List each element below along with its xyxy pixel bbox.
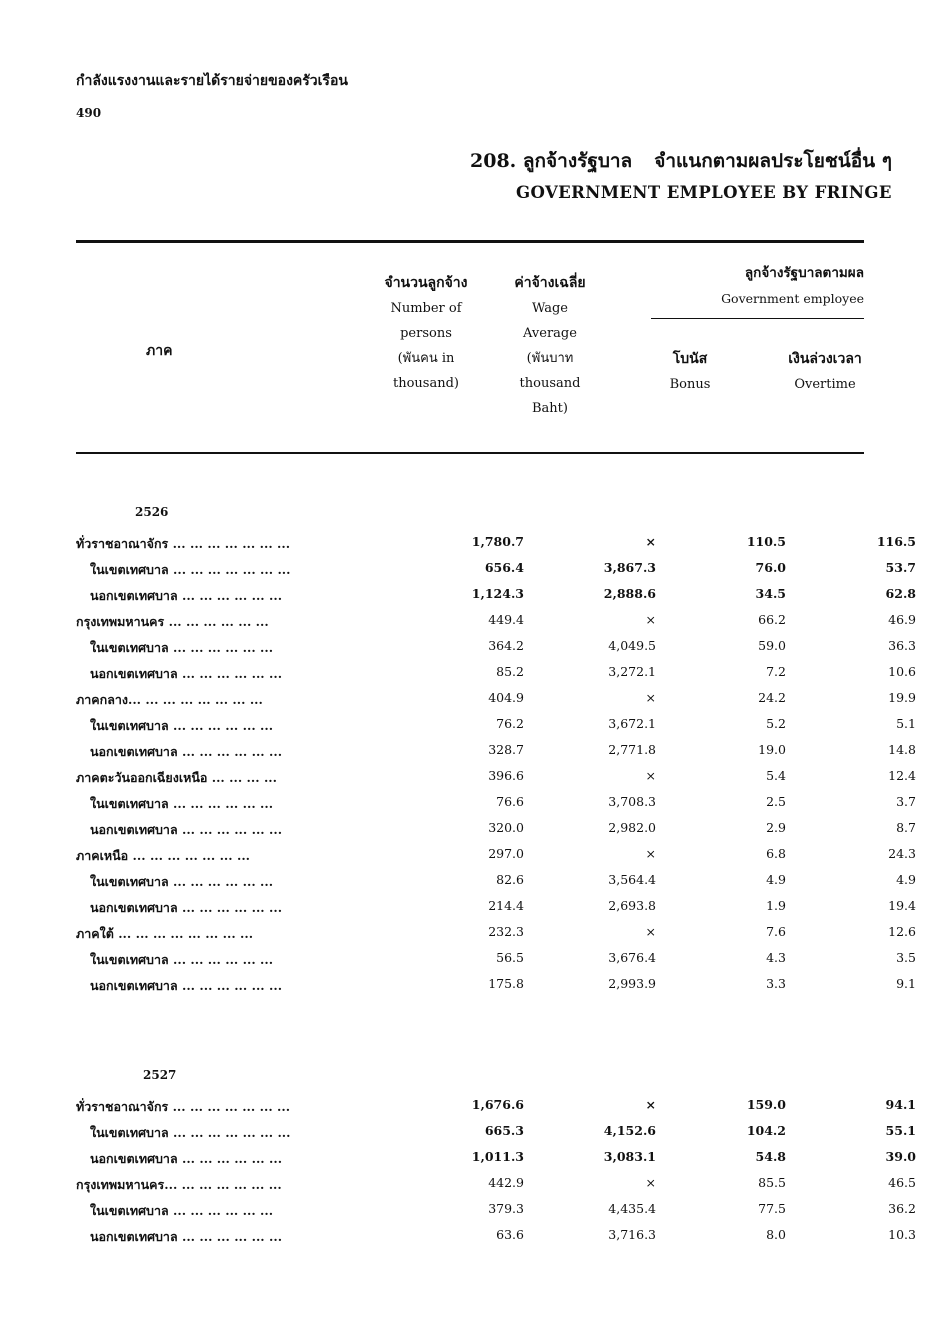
table-row xyxy=(76,586,916,612)
row-label: นอกเขตเทศบาล ... ... ... ... ... ... xyxy=(90,588,283,603)
table-row xyxy=(76,820,916,846)
cell-persons: 63.6 xyxy=(496,1227,524,1242)
wage-en2: Average xyxy=(523,326,577,341)
cell-overtime: 14.8 xyxy=(888,742,916,757)
row-label: ภาคตะวันออกเฉียงเหนือ ... ... ... ... xyxy=(76,770,278,785)
cell-bonus: 159.0 xyxy=(746,1097,786,1112)
table-row xyxy=(76,742,916,768)
column-group-header-english: Government employee xyxy=(721,291,864,306)
cell-overtime: 39.0 xyxy=(885,1149,916,1164)
cell-bonus: 5.4 xyxy=(766,768,786,783)
table-row xyxy=(76,976,916,1002)
cell-bonus: 66.2 xyxy=(758,612,786,627)
year-heading: 2526 xyxy=(135,505,169,519)
wage-unit-th: (พันบาท xyxy=(526,351,574,366)
cell-wage: × xyxy=(645,690,656,705)
table-row xyxy=(76,560,916,586)
column-header-wage xyxy=(500,271,600,421)
row-label: นอกเขตเทศบาล ... ... ... ... ... ... xyxy=(90,822,283,837)
cell-persons: 232.3 xyxy=(488,924,524,939)
table-number: 208. xyxy=(470,150,517,172)
persons-en1: Number of xyxy=(390,301,462,316)
cell-bonus: 76.0 xyxy=(755,560,786,575)
cell-bonus: 54.8 xyxy=(755,1149,786,1164)
cell-overtime: 3.7 xyxy=(896,794,916,809)
cell-wage: × xyxy=(645,1175,656,1190)
cell-overtime: 62.8 xyxy=(885,586,916,601)
cell-wage: × xyxy=(645,846,656,861)
row-label: ทั่วราชอาณาจักร ... ... ... ... ... ... ... xyxy=(76,536,291,551)
cell-persons: 1,676.6 xyxy=(471,1097,524,1112)
cell-bonus: 24.2 xyxy=(758,690,786,705)
row-label: กรุงเทพมหานคร... ... ... ... ... ... ... xyxy=(76,1177,282,1192)
cell-persons: 328.7 xyxy=(488,742,524,757)
cell-overtime: 46.5 xyxy=(888,1175,916,1190)
cell-persons: 297.0 xyxy=(488,846,524,861)
column-header-overtime xyxy=(775,347,875,397)
cell-persons: 214.4 xyxy=(488,898,524,913)
cell-wage: 2,771.8 xyxy=(608,742,656,757)
row-label: ในเขตเทศบาล ... ... ... ... ... ... xyxy=(90,640,274,655)
cell-overtime: 36.2 xyxy=(888,1201,916,1216)
column-header-persons xyxy=(376,271,476,396)
table-row xyxy=(76,664,916,690)
bonus-en: Bonus xyxy=(669,377,711,392)
cell-wage: 4,152.6 xyxy=(603,1123,656,1138)
cell-wage: × xyxy=(645,612,656,627)
table-row xyxy=(76,898,916,924)
cell-wage: 3,676.4 xyxy=(608,950,656,965)
cell-wage: 2,693.8 xyxy=(608,898,656,913)
table-row xyxy=(76,846,916,872)
row-label: นอกเขตเทศบาล ... ... ... ... ... ... xyxy=(90,1229,283,1244)
cell-wage: 3,672.1 xyxy=(608,716,656,731)
row-label: ในเขตเทศบาล ... ... ... ... ... ... xyxy=(90,1203,274,1218)
cell-overtime: 19.9 xyxy=(888,690,916,705)
group-rule xyxy=(651,318,864,319)
row-label: ภาคกลาง... ... ... ... ... ... ... ... xyxy=(76,692,263,707)
row-label: ภาคเหนือ ... ... ... ... ... ... ... xyxy=(76,848,251,863)
page-number: 490 xyxy=(76,106,102,120)
table-row xyxy=(76,534,916,560)
cell-persons: 76.2 xyxy=(496,716,524,731)
cell-persons: 379.3 xyxy=(488,1201,524,1216)
cell-wage: 2,888.6 xyxy=(603,586,656,601)
cell-overtime: 10.6 xyxy=(888,664,916,679)
cell-wage: × xyxy=(645,1097,656,1112)
cell-bonus: 110.5 xyxy=(746,534,786,549)
cell-wage: × xyxy=(645,924,656,939)
wage-thai: ค่าจ้างเฉลี่ย xyxy=(514,275,586,291)
table-title-thai xyxy=(470,146,892,176)
bonus-thai: โบนัส xyxy=(672,351,708,367)
cell-bonus: 5.2 xyxy=(766,716,786,731)
table-row xyxy=(76,1123,916,1149)
cell-persons: 1,780.7 xyxy=(471,534,524,549)
cell-overtime: 12.6 xyxy=(888,924,916,939)
cell-bonus: 104.2 xyxy=(746,1123,786,1138)
cell-persons: 396.6 xyxy=(488,768,524,783)
wage-unit-en2: Baht) xyxy=(532,401,568,416)
cell-persons: 404.9 xyxy=(488,690,524,705)
cell-bonus: 3.3 xyxy=(766,976,786,991)
cell-bonus: 4.9 xyxy=(766,872,786,887)
table-row xyxy=(76,1201,916,1227)
cell-persons: 449.4 xyxy=(488,612,524,627)
row-label: กรุงเทพมหานคร ... ... ... ... ... ... xyxy=(76,614,269,629)
cell-overtime: 53.7 xyxy=(885,560,916,575)
row-label: นอกเขตเทศบาล ... ... ... ... ... ... xyxy=(90,744,283,759)
cell-overtime: 94.1 xyxy=(885,1097,916,1112)
table-row xyxy=(76,768,916,794)
table-row xyxy=(76,612,916,638)
cell-wage: 2,982.0 xyxy=(608,820,656,835)
cell-persons: 56.5 xyxy=(496,950,524,965)
row-label: ทั่วราชอาณาจักร ... ... ... ... ... ... ... xyxy=(76,1099,291,1114)
cell-persons: 175.8 xyxy=(488,976,524,991)
overtime-en: Overtime xyxy=(794,377,856,392)
table-row xyxy=(76,794,916,820)
row-label: นอกเขตเทศบาล ... ... ... ... ... ... xyxy=(90,900,283,915)
cell-overtime: 19.4 xyxy=(888,898,916,913)
year-heading: 2527 xyxy=(143,1068,177,1082)
cell-persons: 76.6 xyxy=(496,794,524,809)
cell-bonus: 34.5 xyxy=(755,586,786,601)
cell-wage: 3,564.4 xyxy=(608,872,656,887)
table-title-english: GOVERNMENT EMPLOYEE BY FRINGE xyxy=(516,183,892,202)
table-row xyxy=(76,924,916,950)
cell-wage: 3,083.1 xyxy=(603,1149,656,1164)
table-row xyxy=(76,1227,916,1253)
table-title-thai-part1: ลูกจ้างรัฐบาล xyxy=(522,150,633,172)
table-row xyxy=(76,950,916,976)
running-title: กำลังแรงงานและรายได้รายจ่ายของครัวเรือน xyxy=(76,73,348,89)
cell-overtime: 4.9 xyxy=(896,872,916,887)
cell-bonus: 7.6 xyxy=(766,924,786,939)
cell-wage: × xyxy=(645,534,656,549)
persons-en2: persons xyxy=(400,326,452,341)
cell-persons: 1,011.3 xyxy=(471,1149,524,1164)
cell-overtime: 3.5 xyxy=(896,950,916,965)
cell-bonus: 77.5 xyxy=(758,1201,786,1216)
cell-persons: 1,124.3 xyxy=(471,586,524,601)
row-label: ในเขตเทศบาล ... ... ... ... ... ... xyxy=(90,952,274,967)
cell-wage: 3,272.1 xyxy=(608,664,656,679)
table-row xyxy=(76,1175,916,1201)
row-label: ในเขตเทศบาล ... ... ... ... ... ... xyxy=(90,718,274,733)
cell-bonus: 6.8 xyxy=(766,846,786,861)
cell-bonus: 7.2 xyxy=(766,664,786,679)
cell-bonus: 8.0 xyxy=(766,1227,786,1242)
cell-overtime: 116.5 xyxy=(876,534,916,549)
cell-wage: 2,993.9 xyxy=(608,976,656,991)
row-label: ในเขตเทศบาล ... ... ... ... ... ... ... xyxy=(90,562,291,577)
overtime-thai: เงินล่วงเวลา xyxy=(788,351,862,367)
cell-wage: × xyxy=(645,768,656,783)
table-row xyxy=(76,716,916,742)
table-row xyxy=(76,638,916,664)
row-label: ภาคใต้ ... ... ... ... ... ... ... ... xyxy=(76,926,254,941)
cell-overtime: 10.3 xyxy=(888,1227,916,1242)
cell-overtime: 24.3 xyxy=(888,846,916,861)
column-header-region: ภาค xyxy=(146,343,173,359)
wage-en1: Wage xyxy=(532,301,568,316)
cell-wage: 3,708.3 xyxy=(608,794,656,809)
persons-unit-en: thousand) xyxy=(393,376,459,391)
cell-wage: 4,049.5 xyxy=(608,638,656,653)
cell-persons: 82.6 xyxy=(496,872,524,887)
column-group-header-thai: ลูกจ้างรัฐบาลตามผล xyxy=(744,265,864,281)
cell-bonus: 1.9 xyxy=(766,898,786,913)
row-label: นอกเขตเทศบาล ... ... ... ... ... ... xyxy=(90,666,283,681)
cell-bonus: 4.3 xyxy=(766,950,786,965)
row-label: ในเขตเทศบาล ... ... ... ... ... ... xyxy=(90,796,274,811)
cell-persons: 85.2 xyxy=(496,664,524,679)
cell-persons: 656.4 xyxy=(484,560,524,575)
row-label: ในเขตเทศบาล ... ... ... ... ... ... xyxy=(90,874,274,889)
cell-overtime: 12.4 xyxy=(888,768,916,783)
table-row xyxy=(76,872,916,898)
cell-bonus: 19.0 xyxy=(758,742,786,757)
table-row xyxy=(76,1097,916,1123)
row-label: ในเขตเทศบาล ... ... ... ... ... ... ... xyxy=(90,1125,291,1140)
column-header-bonus xyxy=(640,347,740,397)
header-bottom-rule xyxy=(76,452,864,454)
cell-overtime: 55.1 xyxy=(885,1123,916,1138)
cell-overtime: 5.1 xyxy=(896,716,916,731)
table-title-thai-part2: จำแนกตามผลประโยชน์อื่น ๆ xyxy=(654,150,892,172)
wage-unit-en1: thousand xyxy=(519,376,581,391)
table-row xyxy=(76,1149,916,1175)
cell-persons: 665.3 xyxy=(484,1123,524,1138)
cell-wage: 4,435.4 xyxy=(608,1201,656,1216)
cell-wage: 3,867.3 xyxy=(603,560,656,575)
persons-thai: จำนวนลูกจ้าง xyxy=(384,275,468,291)
table-row xyxy=(76,690,916,716)
cell-bonus: 2.9 xyxy=(766,820,786,835)
cell-bonus: 2.5 xyxy=(766,794,786,809)
top-rule xyxy=(76,240,864,243)
cell-persons: 442.9 xyxy=(488,1175,524,1190)
cell-overtime: 46.9 xyxy=(888,612,916,627)
cell-overtime: 9.1 xyxy=(896,976,916,991)
cell-bonus: 85.5 xyxy=(758,1175,786,1190)
cell-persons: 320.0 xyxy=(488,820,524,835)
cell-wage: 3,716.3 xyxy=(608,1227,656,1242)
row-label: นอกเขตเทศบาล ... ... ... ... ... ... xyxy=(90,978,283,993)
persons-unit-th: (พันคน in xyxy=(397,351,455,366)
cell-overtime: 36.3 xyxy=(888,638,916,653)
cell-bonus: 59.0 xyxy=(758,638,786,653)
cell-persons: 364.2 xyxy=(488,638,524,653)
cell-overtime: 8.7 xyxy=(896,820,916,835)
row-label: นอกเขตเทศบาล ... ... ... ... ... ... xyxy=(90,1151,283,1166)
